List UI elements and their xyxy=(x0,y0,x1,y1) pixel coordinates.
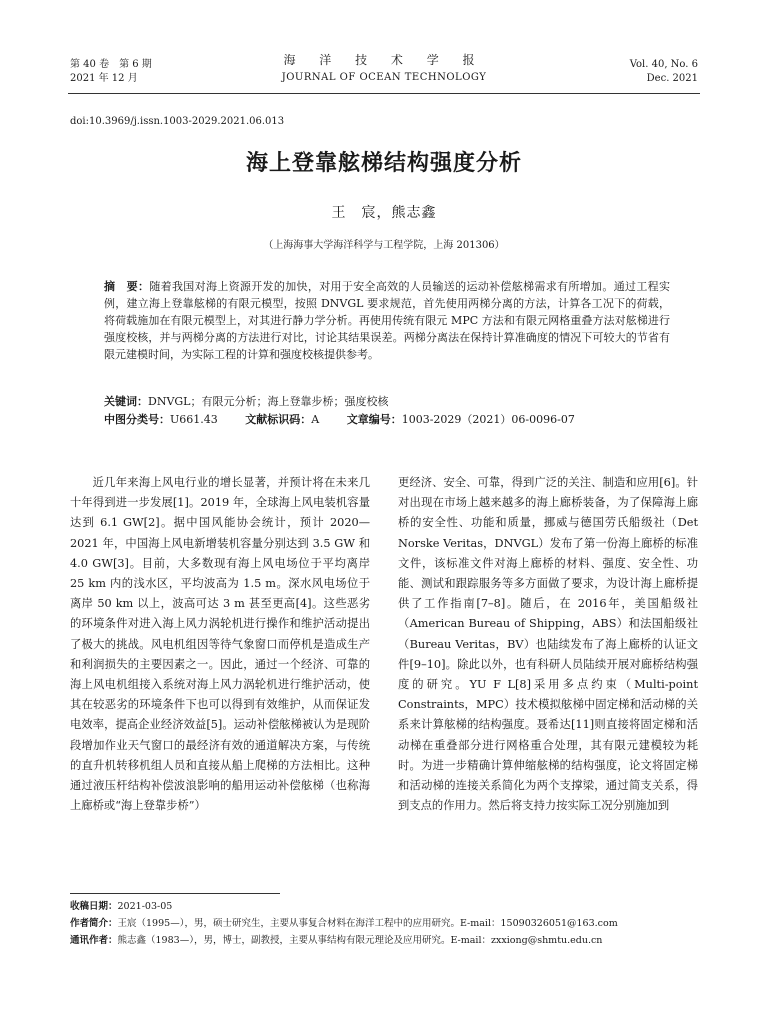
article-number-label: 文章编号： xyxy=(346,413,402,426)
header-right xyxy=(630,58,698,86)
volume-issue-en: Vol. 40, No. 6 xyxy=(629,59,698,70)
author-bio: 作者简介：王宸（1995—），男，硕士研究生，主要从事复合材料在海洋工程中的应用研究。E-mail：15090326051@163.com xyxy=(70,918,618,929)
received-date: 收稿日期：2021-03-05 xyxy=(70,901,173,912)
journal-name-cn: 海 洋 技 术 学 报 xyxy=(283,53,485,67)
keywords-label: 关键词： xyxy=(104,395,148,408)
footnote-divider xyxy=(70,893,280,894)
clc-value: U661.43 xyxy=(170,413,218,426)
authors: 王 宸，熊志鑫 xyxy=(331,205,437,221)
doc-code-label: 文献标识码： xyxy=(245,413,312,426)
paper-title: 海上登靠舷梯结构强度分析 xyxy=(245,151,522,176)
affiliation: （上海海事大学海洋科学与工程学院，上海 201306） xyxy=(263,240,505,251)
body-column-left xyxy=(70,473,370,816)
issue-date-en: Dec. 2021 xyxy=(646,73,698,84)
corresponding-author: 通讯作者：熊志鑫（1983—），男，博士，副教授，主要从事结构有限元理论及应用研究。E-mail：zxxiong@shmtu.edu.cn xyxy=(70,935,603,946)
abstract xyxy=(104,278,670,363)
issue-date-cn: 2021 年 12 月 xyxy=(70,73,138,84)
footnotes xyxy=(70,898,710,949)
keywords xyxy=(104,393,670,410)
body-paragraph: 更经济、安全、可靠，得到广泛的关注、制造和应用[6]。针对出现在市场上越来越多的海上廊桥装备，为了保障海上廊桥的安全性、功能和质量，挪威与德国劳氏船级社（Det Norske Veritas，DNVGL）发布了第一份海上廊桥的标准文件，该标准文件对海上廊桥的材料、强度、安全性、功能、测试和跟踪服务等多方面做了要求，为设计海上廊桥提供了工作指南[7–8]。随后，在 2016年，美国船级社（American Bureau of Shipping，ABS）和法国船级社（Bureau Veritas，BV）也陆续发布了海上廊桥的认证文件[9–10]。除此以外，也有科研人员陆续开展对廊桥结构强度的研究。YU F L[8]采用多点约束（Multi-point Constraints，MPC）技术模拟舷梯中固定梯和活动梯的关系来计算舷梯的结构强度。聂希达[11]则直接将固定梯和活动梯在重叠部分进行网格重合处理，其有限元建模较为耗时。为进一步精确计算伸缩舷梯的结构强度，论文将固定梯和活动梯的连接关系简化为两个支撑梁，通过简支关系，得到支点的作用力。然后将支持力按实际工况分别施加到 xyxy=(398,476,698,813)
volume-issue: 第 40 卷 第 6 期 xyxy=(70,59,152,70)
abstract-label: 摘 要： xyxy=(104,280,150,293)
body-column-right xyxy=(398,473,698,816)
abstract-text: 随着我国对海上资源开发的加快，对用于安全高效的人员输送的运动补偿舷梯需求有所增加。通过工程实例，建立海上登靠舷梯的有限元模型，按照 DNVGL 要求规范，首先使用两梯分离的方法，计算各工况下的荷载，将荷载施加在有限元模型上，对其进行静力学分析。再使用传统有限元 MPC 方法和有限元网格重叠方法对舷梯进行强度校核，并与两梯分离的方法进行对比，讨论其结果误差。两梯分离法在保持计算准确度的情况下可较大的节省有限元建模时间，为实际工程的计算和强度校核提供参考。 xyxy=(104,280,671,361)
doc-code-value: A xyxy=(311,413,320,426)
journal-name-en: JOURNAL OF OCEAN TECHNOLOGY xyxy=(281,72,487,83)
clc-label: 中图分类号： xyxy=(104,413,170,426)
keywords-text: DNVGL；有限元分析；海上登靠步桥；强度校核 xyxy=(148,395,389,408)
body-paragraph: 近几年来海上风电行业的增长显著，并预计将在未来几十年得到进一步发展[1]。2019 年，全球海上风电装机容量达到 6.1 GW[2]。据中国风能协会统计，预计 2020—2021 年，中国海上风电新增装机容量分别达到 3.5 GW 和 4.0 GW[3]。目前，大多数现有海上风电场位于平均离岸 25 km 内的浅水区，平均波高为 1.5 m。深水风电场位于离岸 50 km 以上，波高可达 3 m 甚至更高[4]。这些恶劣的环境条件对进入海上风力涡轮机进行操作和维护活动提出了极大的挑战。风电机组因等待气象窗口而停机是造成生产和利润损失的主要因素之一。因此，通过一个经济、可靠的海上风电机组接入系统对海上风力涡轮机进行维护活动，使其在较恶劣的环境条件下也可以得到有效维护，从而保证发电效率，提高企业经济效益[5]。运动补偿舷梯被认为是现阶段增加作业天气窗口的最经济有效的通道解决方案，与传统的直升机转移机组人员和直接从船上爬梯的方法相比。这种通过液压杆结构补偿波浪影响的船用运动补偿舷梯（也称海上廊桥或“海上登靠步桥”） xyxy=(70,476,370,813)
header-divider xyxy=(68,93,700,94)
article-number-value: 1003-2029（2021）06-0096-07 xyxy=(401,413,575,426)
classification-line xyxy=(104,411,670,428)
doi: doi:10.3969/j.issn.1003-2029.2021.06.013 xyxy=(70,116,285,127)
